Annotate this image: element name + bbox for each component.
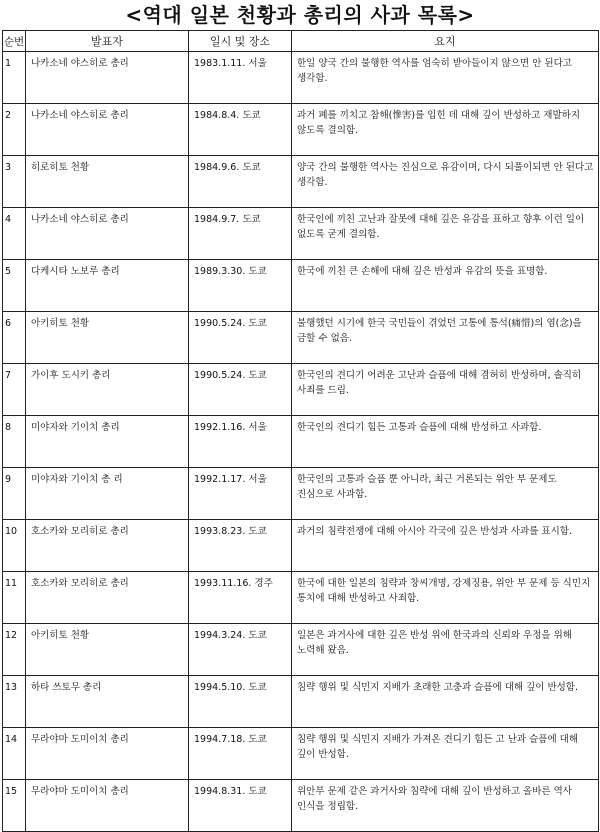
row-summary: 과거 폐를 끼치고 참해(慘害)를 입힌 데 대해 깊이 반성하고 재발하지 않도록 결의함. <box>292 104 599 156</box>
row-speaker: 호소카와 모리히로 총리 <box>26 520 189 572</box>
row-speaker: 가이후 도시키 총리 <box>26 364 189 416</box>
row-date-place: 1983.1.11. 서울 <box>189 52 292 104</box>
row-summary: 양국 간의 불행한 역사는 진심으로 유감이며, 다시 되풀이되면 안 된다고 생각함. <box>292 156 599 208</box>
row-speaker: 호소카와 모리히로 총리 <box>26 572 189 624</box>
row-number: 6 <box>3 312 26 364</box>
row-summary: 한국인의 견디기 어려운 고난과 슬픔에 대해 겸허히 반성하며, 솔직히 사죄를 드림. <box>292 364 599 416</box>
table-header <box>3 31 599 52</box>
row-number: 8 <box>3 416 26 468</box>
table-row <box>3 52 599 104</box>
row-speaker: 미야자와 기이치 총 리 <box>26 468 189 520</box>
table-row <box>3 520 599 572</box>
row-summary: 침략 행위 및 식민지 지배가 가져온 견디기 힘든 고 난과 슬픔에 대해 깊이 반성함. <box>292 728 599 780</box>
row-speaker: 나카소네 야스히로 총리 <box>26 52 189 104</box>
row-speaker: 나카소네 야스히로 총리 <box>26 104 189 156</box>
row-date-place: 1993.8.23. 도쿄 <box>189 520 292 572</box>
table-row <box>3 156 599 208</box>
row-speaker: 아키히토 천황 <box>26 312 189 364</box>
row-number: 15 <box>3 780 26 832</box>
row-speaker: 나카소네 야스히로 총리 <box>26 208 189 260</box>
row-speaker: 무라야마 도미이치 총리 <box>26 728 189 780</box>
table-row <box>3 728 599 780</box>
row-number: 13 <box>3 676 26 728</box>
table-row <box>3 104 599 156</box>
table-row <box>3 364 599 416</box>
row-number: 9 <box>3 468 26 520</box>
row-speaker: 히로히토 천황 <box>26 156 189 208</box>
row-speaker: 다케시타 노보루 총리 <box>26 260 189 312</box>
row-summary: 불행했던 시기에 한국 국민들이 겪었던 고통에 통석(痛惜)의 염(念)을 금할 수 없음. <box>292 312 599 364</box>
row-number: 14 <box>3 728 26 780</box>
row-date-place: 1990.5.24. 도쿄 <box>189 312 292 364</box>
row-number: 3 <box>3 156 26 208</box>
table-row <box>3 416 599 468</box>
row-summary: 한국에 대한 일본의 침략과 창씨개명, 강제징용, 위안 부 문제 등 식민지 통치에 대해 반성하고 사죄함. <box>292 572 599 624</box>
row-summary: 위안부 문제 같은 과거사와 침략에 대해 깊이 반성하고 올바른 역사 인식을 정립함. <box>292 780 599 832</box>
header-date-place: 일시 및 장소 <box>189 31 292 52</box>
row-speaker: 미야자와 기이치 총리 <box>26 416 189 468</box>
row-summary: 한국인에 끼친 고난과 잘못에 대해 깊은 유감을 표하고 향후 이런 일이 없도록 굳게 결의함. <box>292 208 599 260</box>
row-date-place: 1994.3.24. 도쿄 <box>189 624 292 676</box>
row-date-place: 1984.8.4. 도쿄 <box>189 104 292 156</box>
row-number: 1 <box>3 52 26 104</box>
table-row <box>3 572 599 624</box>
header-summary: 요지 <box>292 31 599 52</box>
table-body <box>3 52 599 832</box>
row-number: 5 <box>3 260 26 312</box>
row-date-place: 1994.8.31. 도쿄 <box>189 780 292 832</box>
row-summary: 과거의 침략전쟁에 대해 아시아 각국에 깊은 반성과 사과를 표시함. <box>292 520 599 572</box>
row-summary: 한국인의 고통과 슬픔 뿐 아니라, 최근 거론되는 위안 부 문제도 진심으로 사과함. <box>292 468 599 520</box>
row-date-place: 1989.3.30. 도쿄 <box>189 260 292 312</box>
row-number: 12 <box>3 624 26 676</box>
row-speaker: 아키히토 천황 <box>26 624 189 676</box>
table-row <box>3 208 599 260</box>
row-summary: 한국인의 견디기 힘든 고통과 슬픔에 대해 반성하고 사과함. <box>292 416 599 468</box>
row-date-place: 1984.9.7. 도쿄 <box>189 208 292 260</box>
table-row <box>3 676 599 728</box>
document-title: <역대 일본 천황과 총리의 사과 목록> <box>125 3 475 27</box>
header-num: 순번 <box>3 31 26 52</box>
row-number: 10 <box>3 520 26 572</box>
row-number: 7 <box>3 364 26 416</box>
row-date-place: 1992.1.16. 서울 <box>189 416 292 468</box>
row-speaker: 하타 쓰토무 총리 <box>26 676 189 728</box>
table-row <box>3 468 599 520</box>
row-number: 2 <box>3 104 26 156</box>
header-row <box>3 31 599 52</box>
header-speaker: 발표자 <box>26 31 189 52</box>
row-number: 11 <box>3 572 26 624</box>
row-date-place: 1994.7.18. 도쿄 <box>189 728 292 780</box>
table-row <box>3 260 599 312</box>
row-date-place: 1993.11.16. 경주 <box>189 572 292 624</box>
row-summary: 한일 양국 간의 불행한 역사를 엄숙히 받아들이지 않으면 안 된다고 생각함. <box>292 52 599 104</box>
table-row <box>3 780 599 832</box>
apology-table <box>2 30 599 832</box>
row-date-place: 1994.5.10. 도쿄 <box>189 676 292 728</box>
row-summary: 한국에 끼친 큰 손해에 대해 깊은 반성과 유감의 뜻을 표명함. <box>292 260 599 312</box>
table-row <box>3 624 599 676</box>
row-summary: 일본은 과거사에 대한 깊은 반성 위에 한국과의 신뢰와 우정을 위해 노력해 왔음. <box>292 624 599 676</box>
row-speaker: 무라야마 도미이치 총리 <box>26 780 189 832</box>
table-row <box>3 312 599 364</box>
row-date-place: 1990.5.24. 도쿄 <box>189 364 292 416</box>
row-number: 4 <box>3 208 26 260</box>
row-date-place: 1984.9.6. 도쿄 <box>189 156 292 208</box>
row-date-place: 1992.1.17. 서울 <box>189 468 292 520</box>
row-summary: 침략 행위 및 식민지 지배가 초래한 고충과 슬픔에 대해 깊이 반성함. <box>292 676 599 728</box>
